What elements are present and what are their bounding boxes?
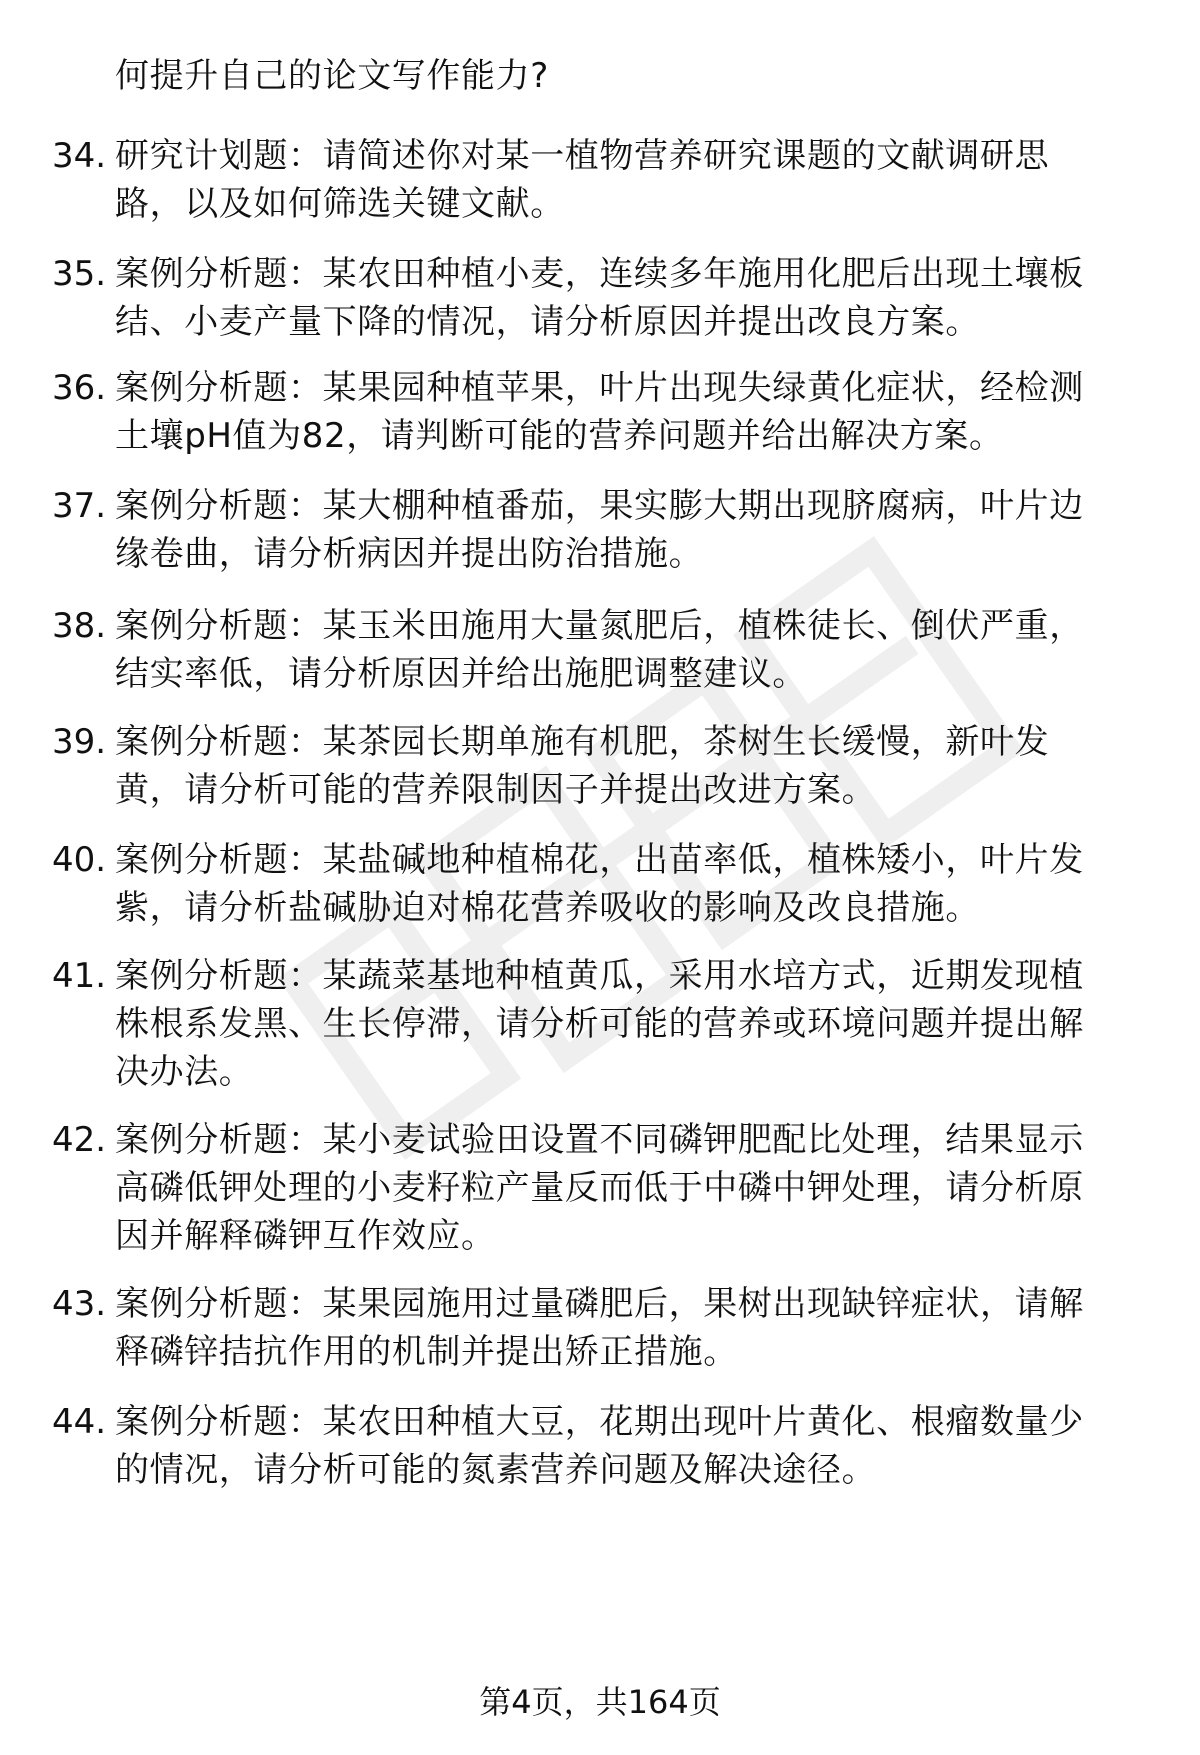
question-number: 37. xyxy=(52,486,107,526)
question-text-line: 决办法。 xyxy=(115,1052,254,1092)
question-number: 35. xyxy=(52,254,107,294)
question-text-line: 案例分析题：某小麦试验田设置不同磷钾肥配比处理，结果显示 xyxy=(115,1120,1084,1160)
question-text-line: 缘卷曲，请分析病因并提出防治措施。 xyxy=(115,534,704,574)
question-number: 34. xyxy=(52,136,107,176)
question-text-line: 释磷锌拮抗作用的机制并提出矫正措施。 xyxy=(115,1332,738,1372)
question-text-line: 案例分析题：某盐碱地种植棉花，出苗率低，植株矮小，叶片发 xyxy=(115,840,1084,880)
question-text-line: 研究计划题：请简述你对某一植物营养研究课题的文献调研思 xyxy=(115,136,1050,176)
question-number: 42. xyxy=(52,1120,107,1160)
question-text-line: 结实率低，请分析原因并给出施肥调整建议。 xyxy=(115,654,807,694)
question-text-line: 的情况，请分析可能的氮素营养问题及解决途径。 xyxy=(115,1450,877,1490)
question-text-line: 紫，请分析盐碱胁迫对棉花营养吸收的影响及改良措施。 xyxy=(115,888,980,928)
question-text-line: 株根系发黑、生长停滞，请分析可能的营养或环境问题并提出解 xyxy=(115,1004,1084,1044)
question-text-line: 结、小麦产量下降的情况，请分析原因并提出改良方案。 xyxy=(115,302,980,342)
question-text-line: 案例分析题：某农田种植大豆，花期出现叶片黄化、根瘤数量少 xyxy=(115,1402,1084,1442)
question-number: 39. xyxy=(52,722,107,762)
question-number: 43. xyxy=(52,1284,107,1324)
question-number: 41. xyxy=(52,956,107,996)
question-number: 40. xyxy=(52,840,107,880)
question-text-line: 案例分析题：某大棚种植番茄，果实膨大期出现脐腐病，叶片边 xyxy=(115,486,1084,526)
page-footer: 第4页，共164页 xyxy=(479,1683,721,1721)
question-text-line: 黄，请分析可能的营养限制因子并提出改进方案。 xyxy=(115,770,877,810)
question-number: 36. xyxy=(52,368,107,408)
question-number: 44. xyxy=(52,1402,107,1442)
question-text-line: 土壤pH值为82，请判断可能的营养问题并给出解决方案。 xyxy=(115,416,1004,456)
question-text-line: 案例分析题：某果园施用过量磷肥后，果树出现缺锌症状，请解 xyxy=(115,1284,1084,1324)
question-text-line: 案例分析题：某茶园长期单施有机肥，茶树生长缓慢，新叶发 xyxy=(115,722,1050,762)
question-text-line: 因并解释磷钾互作效应。 xyxy=(115,1216,496,1256)
continuation-line: 何提升自己的论文写作能力? xyxy=(115,56,549,96)
question-text-line: 路，以及如何筛选关键文献。 xyxy=(115,184,565,224)
question-text-line: 案例分析题：某果园种植苹果，叶片出现失绿黄化症状，经检测 xyxy=(115,368,1084,408)
question-text-line: 案例分析题：某玉米田施用大量氮肥后，植株徒长、倒伏严重， xyxy=(115,606,1084,646)
question-text-line: 案例分析题：某蔬菜基地种植黄瓜，采用水培方式，近期发现植 xyxy=(115,956,1084,996)
question-text-line: 案例分析题：某农田种植小麦，连续多年施用化肥后出现土壤板 xyxy=(115,254,1084,294)
question-number: 38. xyxy=(52,606,107,646)
question-text-line: 高磷低钾处理的小麦籽粒产量反而低于中磷中钾处理，请分析原 xyxy=(115,1168,1084,1208)
